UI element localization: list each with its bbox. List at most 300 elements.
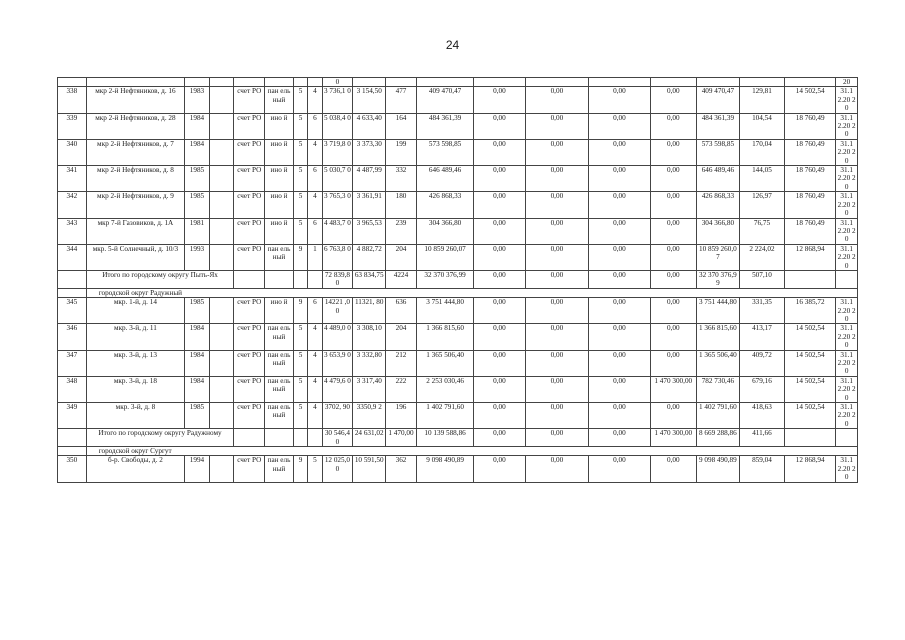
table-cell: 0,00 <box>474 218 525 244</box>
table-cell: 204 <box>386 324 417 350</box>
table-cell: 14 502,54 <box>785 87 836 113</box>
table-cell: 0,00 <box>650 270 696 288</box>
table-cell: 5 <box>293 166 307 192</box>
table-cell: 573 598,85 <box>416 139 473 165</box>
table-cell: 1 366 815,60 <box>416 324 473 350</box>
table-cell <box>209 113 234 139</box>
table-cell: 164 <box>386 113 417 139</box>
table-cell: 32 370 376,99 <box>416 270 473 288</box>
table-cell: 0,00 <box>474 456 525 482</box>
table-cell: 0,00 <box>650 113 696 139</box>
table-cell: 1985 <box>185 166 210 192</box>
table-cell: 1 402 791,60 <box>416 403 473 429</box>
table-cell: 679,16 <box>739 376 784 402</box>
table-cell: 5 <box>293 139 307 165</box>
table-cell: пан ель ный <box>265 244 294 270</box>
table-cell: 350 <box>58 456 87 482</box>
section-label: городской округ Сургут <box>86 447 857 456</box>
table-cell: 0,00 <box>474 139 525 165</box>
table-cell: 239 <box>386 218 417 244</box>
table-cell: 24 631,02 <box>353 429 386 447</box>
table-cell <box>785 429 836 447</box>
table-cell: 63 834,75 <box>353 270 386 288</box>
table-cell: 859,04 <box>739 456 784 482</box>
table-cell: 8 669 288,86 <box>696 429 739 447</box>
table-cell: мкр. 3-й, д. 18 <box>86 376 184 402</box>
table-cell: 0,00 <box>474 244 525 270</box>
table-cell: 346 <box>58 324 87 350</box>
table-cell: 0,00 <box>474 298 525 324</box>
table-cell: 3 308,10 <box>353 324 386 350</box>
table-cell: 4 483,7 0 <box>322 218 353 244</box>
table-cell: 31.1 2.20 20 <box>837 218 856 244</box>
table-cell: 1984 <box>185 139 210 165</box>
table-cell: 4 <box>308 403 322 429</box>
table-cell: 1985 <box>185 403 210 429</box>
table-cell: 4 479,6 0 <box>322 376 353 402</box>
table-cell: 339 <box>58 113 87 139</box>
table-cell <box>265 429 294 447</box>
table-cell <box>58 288 87 297</box>
table-cell: 3 751 444,80 <box>696 298 739 324</box>
table-cell: 343 <box>58 218 87 244</box>
table-cell: 0,00 <box>589 456 651 482</box>
table-cell: 0,00 <box>650 166 696 192</box>
table-cell: 170,04 <box>739 139 784 165</box>
table-row <box>58 456 858 482</box>
table-cell: мкр. 3-й, д. 13 <box>86 350 184 376</box>
table-cell: счет РО <box>234 192 265 218</box>
table-cell: 9 098 490,89 <box>416 456 473 482</box>
table-cell: 180 <box>386 192 417 218</box>
table-cell: 646 489,46 <box>696 166 739 192</box>
table-row <box>58 244 858 270</box>
table-cell: 0,00 <box>650 244 696 270</box>
table-cell: 3 373,30 <box>353 139 386 165</box>
table-cell: 0,00 <box>474 376 525 402</box>
table-cell: мкр 2-й Нефтяников, д. 9 <box>86 192 184 218</box>
table-cell <box>234 270 265 288</box>
table-row <box>58 87 858 113</box>
table-cell: ино й <box>265 192 294 218</box>
table-cell: 31.1 2.20 20 <box>837 403 856 428</box>
table-cell: 12 868,94 <box>785 244 836 270</box>
table-cell <box>209 376 234 402</box>
table-cell: 4 882,72 <box>353 244 386 270</box>
table-row <box>58 376 858 402</box>
table-cell: 5 <box>293 350 307 376</box>
table-cell <box>58 447 87 456</box>
table-cell: 348 <box>58 376 87 402</box>
table-cell: 4 633,40 <box>353 113 386 139</box>
table-cell: 426 868,33 <box>416 192 473 218</box>
housing-register-table <box>57 77 858 483</box>
table-cell: 12 868,94 <box>785 456 836 482</box>
table-cell: мкр. 3-й, д. 11 <box>86 324 184 350</box>
table-cell: 0,00 <box>474 113 525 139</box>
table-cell: 5 <box>293 376 307 402</box>
table-cell: 14 502,54 <box>785 376 836 402</box>
table-cell: 338 <box>58 87 87 113</box>
table-cell: 5 <box>293 403 307 429</box>
table-cell: мкр 2-й Нефтяников, д. 7 <box>86 139 184 165</box>
table-cell: 14221 ,00 <box>322 298 353 324</box>
total-label: Итого по городскому округу Пыть-Ях <box>86 270 234 288</box>
table-cell: 3 736,1 0 <box>322 87 353 113</box>
table-cell: 0,00 <box>589 350 651 376</box>
table-cell: 0,00 <box>650 139 696 165</box>
table-cell: 4 <box>308 324 322 350</box>
table-cell: 332 <box>386 166 417 192</box>
table-cell: 1993 <box>185 244 210 270</box>
table-cell: 1984 <box>185 376 210 402</box>
table-cell <box>234 429 265 447</box>
table-cell: мкр 2-й Нефтяников, д. 16 <box>86 87 184 113</box>
table-cell <box>58 270 87 288</box>
table-cell: 31.1 2.20 20 <box>837 298 856 323</box>
table-cell: 0,00 <box>525 113 589 139</box>
table-cell: 1 470 300,00 <box>650 376 696 402</box>
table-cell: 0,00 <box>589 166 651 192</box>
table-cell: 5 <box>308 456 322 482</box>
table-cell: пан ель ный <box>265 403 294 429</box>
table-cell: 126,97 <box>739 192 784 218</box>
table-cell: 0,00 <box>589 244 651 270</box>
table-cell: 31.1 2.20 20 <box>837 244 856 270</box>
table-cell: 31.1 2.20 20 <box>837 139 856 165</box>
table-cell: 362 <box>386 456 417 482</box>
table-cell: 18 760,49 <box>785 192 836 218</box>
table-cell: 31.1 2.20 20 <box>837 456 856 482</box>
table-row <box>58 139 858 165</box>
table-cell: 3 765,3 0 <box>322 192 353 218</box>
table-cell: 9 <box>293 456 307 482</box>
table-cell: 31.1 2.20 20 <box>837 113 856 139</box>
table-cell: 3350,9 2 <box>353 403 386 429</box>
table-cell: счет РО <box>234 298 265 324</box>
table-cell: 0,00 <box>589 403 651 429</box>
table-cell: 5 <box>293 218 307 244</box>
table-row <box>58 324 858 350</box>
table-cell: 418,63 <box>739 403 784 429</box>
table-cell <box>293 270 307 288</box>
table-cell: 14 502,54 <box>785 324 836 350</box>
table-cell: 331,35 <box>739 298 784 324</box>
table-cell: 104,54 <box>739 113 784 139</box>
table-cell: 484 361,39 <box>696 113 739 139</box>
table-cell: ино й <box>265 166 294 192</box>
table-cell <box>209 166 234 192</box>
table-cell: 9 <box>293 298 307 324</box>
total-label: Итого по городскому округу Радужному <box>86 429 234 447</box>
table-cell: 304 366,80 <box>416 218 473 244</box>
table-row <box>58 298 858 324</box>
table-row <box>58 350 858 376</box>
table-cell: 342 <box>58 192 87 218</box>
table-cell: 0,00 <box>525 324 589 350</box>
table-cell: 0,00 <box>474 429 525 447</box>
table-cell: 6 <box>308 218 322 244</box>
table-cell: 199 <box>386 139 417 165</box>
table-cell: счет РО <box>234 456 265 482</box>
table-cell: 340 <box>58 139 87 165</box>
table-row <box>58 403 858 429</box>
table-cell: 0,00 <box>650 403 696 429</box>
table-row <box>58 192 858 218</box>
table-cell: 6 763,8 0 <box>322 244 353 270</box>
table-cell: 413,17 <box>739 324 784 350</box>
table-cell: 0,00 <box>525 456 589 482</box>
table-cell: 31.1 2.20 20 <box>837 376 856 402</box>
table-cell: 31.1 2.20 20 <box>837 166 856 191</box>
table-cell: 1985 <box>185 192 210 218</box>
table-cell: мкр. 3-й, д. 8 <box>86 403 184 429</box>
table-cell: 0,00 <box>650 192 696 218</box>
table-cell: 18 760,49 <box>785 218 836 244</box>
table-cell: 14 502,54 <box>785 403 836 429</box>
table-cell: 4 <box>308 87 322 113</box>
table-cell: 4 <box>308 192 322 218</box>
table-cell: б-р. Свободы, д. 2 <box>86 456 184 482</box>
table-cell: 304 366,80 <box>696 218 739 244</box>
table-cell: мкр. 5-й Солнечный, д. 10/3 <box>86 244 184 270</box>
table-cell: 426 868,33 <box>696 192 739 218</box>
table-cell: 0,00 <box>525 139 589 165</box>
table-cell <box>308 429 322 447</box>
table-cell: 1 470,00 <box>386 429 417 447</box>
table-cell: 0,00 <box>474 166 525 192</box>
table-cell: 3 361,91 <box>353 192 386 218</box>
table-cell: 0,00 <box>650 350 696 376</box>
table-cell: 4 <box>308 376 322 402</box>
table-cell: 1981 <box>185 218 210 244</box>
table-cell: 0,00 <box>650 298 696 324</box>
table-cell: 1994 <box>185 456 210 482</box>
table-cell: 212 <box>386 350 417 376</box>
table-cell: 0,00 <box>474 270 525 288</box>
table-cell: 9 <box>293 244 307 270</box>
table-cell: 31.1 2.20 20 <box>837 350 856 376</box>
table-cell: 0,00 <box>474 87 525 113</box>
table-cell: 0,00 <box>474 350 525 376</box>
table-cell: счет РО <box>234 218 265 244</box>
table-cell: 18 760,49 <box>785 166 836 192</box>
table-cell: 222 <box>386 376 417 402</box>
table-cell: счет РО <box>234 324 265 350</box>
table-cell: 636 <box>386 298 417 324</box>
table-cell: 76,75 <box>739 218 784 244</box>
table-cell <box>58 429 87 447</box>
table-cell: 3 965,53 <box>353 218 386 244</box>
table-cell <box>209 350 234 376</box>
table-cell: 31.1 2.20 20 <box>837 324 856 350</box>
table-cell: пан ель ный <box>265 324 294 350</box>
table-cell: счет РО <box>234 166 265 192</box>
table-cell: 1985 <box>185 298 210 324</box>
table-cell: счет РО <box>234 244 265 270</box>
cell-date-continued: 20 <box>836 78 858 87</box>
table-cell: 31.1 2.20 20 <box>837 87 856 113</box>
table-cell: 782 730,46 <box>696 376 739 402</box>
table-cell: 4 489,0 0 <box>322 324 353 350</box>
table-cell: 0,00 <box>650 456 696 482</box>
table-cell: 10 859 260,07 <box>696 244 739 270</box>
table-cell <box>209 218 234 244</box>
table-cell: 3 317,40 <box>353 376 386 402</box>
table-cell: 3 154,50 <box>353 87 386 113</box>
table-row-continued <box>58 78 858 87</box>
table-cell: 0,00 <box>525 87 589 113</box>
table-cell: 1984 <box>185 324 210 350</box>
table-cell: 0,00 <box>525 270 589 288</box>
table-cell: счет РО <box>234 87 265 113</box>
table-cell: мкр 2-й Нефтяников, д. 8 <box>86 166 184 192</box>
cell-area-continued: 0 <box>322 78 353 87</box>
table-cell: 6 <box>308 166 322 192</box>
table-cell: 0,00 <box>589 218 651 244</box>
table-cell: 409 470,47 <box>416 87 473 113</box>
table-cell: 12 025,0 0 <box>322 456 353 482</box>
section-row <box>58 447 858 456</box>
table-cell: 4 <box>308 350 322 376</box>
table-cell <box>209 87 234 113</box>
table-cell: 409,72 <box>739 350 784 376</box>
table-cell: 0,00 <box>474 324 525 350</box>
table-cell: 14 502,54 <box>785 350 836 376</box>
table-cell: 341 <box>58 166 87 192</box>
table-cell: пан ель ный <box>265 87 294 113</box>
table-cell: ино й <box>265 113 294 139</box>
table-cell <box>209 244 234 270</box>
table-cell: 5 038,4 0 <box>322 113 353 139</box>
table-cell <box>308 270 322 288</box>
table-cell: 409 470,47 <box>696 87 739 113</box>
table-cell: 5 <box>293 87 307 113</box>
table-cell <box>209 324 234 350</box>
table-cell: 129,81 <box>739 87 784 113</box>
table-cell: 0,00 <box>650 87 696 113</box>
section-row <box>58 288 858 297</box>
table-cell: 1983 <box>185 87 210 113</box>
table-cell: 344 <box>58 244 87 270</box>
table-cell: 0,00 <box>589 429 651 447</box>
table-cell <box>209 139 234 165</box>
table-cell: пан ель ный <box>265 350 294 376</box>
table-cell: счет РО <box>234 139 265 165</box>
table-cell <box>209 403 234 429</box>
table-cell: 4 <box>308 139 322 165</box>
table-cell: 0,00 <box>525 192 589 218</box>
table-cell: 0,00 <box>589 192 651 218</box>
table-row <box>58 113 858 139</box>
table-cell: 204 <box>386 244 417 270</box>
table-cell: 0,00 <box>474 403 525 429</box>
table-cell: 349 <box>58 403 87 429</box>
table-cell: 507,10 <box>739 270 784 288</box>
table-cell: 0,00 <box>525 298 589 324</box>
table-cell <box>836 429 858 447</box>
table-cell: 0,00 <box>650 218 696 244</box>
table-cell: 0,00 <box>589 376 651 402</box>
table-cell: 0,00 <box>474 192 525 218</box>
table-cell: ино й <box>265 139 294 165</box>
table-cell <box>265 270 294 288</box>
table-cell: пан ель ный <box>265 376 294 402</box>
table-cell: 5 <box>293 113 307 139</box>
table-cell: 0,00 <box>650 324 696 350</box>
table-cell: 4224 <box>386 270 417 288</box>
table-cell: 1 366 815,60 <box>696 324 739 350</box>
table-cell <box>209 298 234 324</box>
table-cell <box>836 270 858 288</box>
table-cell: счет РО <box>234 113 265 139</box>
table-cell: 646 489,46 <box>416 166 473 192</box>
table-cell: 1984 <box>185 350 210 376</box>
table-cell: 1 402 791,60 <box>696 403 739 429</box>
table-cell: 2 253 030,46 <box>416 376 473 402</box>
table-cell: 16 385,72 <box>785 298 836 324</box>
total-row <box>58 429 858 447</box>
table-cell: мкр 7-й Газовиков, д. 1А <box>86 218 184 244</box>
table-cell: 11321, 80 <box>353 298 386 324</box>
table-cell: 3 653,9 0 <box>322 350 353 376</box>
table-cell: 2 224,02 <box>739 244 784 270</box>
table-cell: 18 760,49 <box>785 139 836 165</box>
table-cell: 0,00 <box>589 139 651 165</box>
table-cell: 0,00 <box>525 376 589 402</box>
table-cell: 10 139 588,86 <box>416 429 473 447</box>
page-number: 24 <box>445 38 460 52</box>
table-cell: 0,00 <box>525 166 589 192</box>
table-cell: 0,00 <box>525 350 589 376</box>
table-cell <box>785 270 836 288</box>
table-cell: 144,05 <box>739 166 784 192</box>
table-cell: мкр 2-й Нефтяников, д. 28 <box>86 113 184 139</box>
table-cell: 411,66 <box>739 429 784 447</box>
table-cell <box>209 456 234 482</box>
table-cell <box>293 429 307 447</box>
table-cell: 3 751 444,80 <box>416 298 473 324</box>
table-cell: 10 591,50 <box>353 456 386 482</box>
table-cell: 3 719,8 0 <box>322 139 353 165</box>
table-row <box>58 166 858 192</box>
table-cell: 0,00 <box>525 244 589 270</box>
table-cell: 4 487,99 <box>353 166 386 192</box>
table-cell: 1984 <box>185 113 210 139</box>
table-cell: счет РО <box>234 376 265 402</box>
table-cell: 0,00 <box>589 270 651 288</box>
table-cell: 0,00 <box>589 87 651 113</box>
table-cell: 5 <box>293 192 307 218</box>
table-cell <box>209 192 234 218</box>
section-label: городской округ Радужный <box>86 288 857 297</box>
table-cell: мкр. 1-й, д. 14 <box>86 298 184 324</box>
table-cell: пан ель ный <box>265 456 294 482</box>
total-row <box>58 270 858 288</box>
table-cell: 0,00 <box>589 113 651 139</box>
table-cell: 1 470 300,00 <box>650 429 696 447</box>
table-cell: 0,00 <box>525 403 589 429</box>
table-cell: 1 365 506,40 <box>696 350 739 376</box>
table-cell: счет РО <box>234 403 265 429</box>
table-cell: 3702, 90 <box>322 403 353 429</box>
table-cell: ино й <box>265 218 294 244</box>
table-cell: 18 760,49 <box>785 113 836 139</box>
table-cell: 1 365 506,40 <box>416 350 473 376</box>
table-cell: 10 859 260,07 <box>416 244 473 270</box>
table-cell: 5 030,7 0 <box>322 166 353 192</box>
table-cell: 196 <box>386 403 417 429</box>
